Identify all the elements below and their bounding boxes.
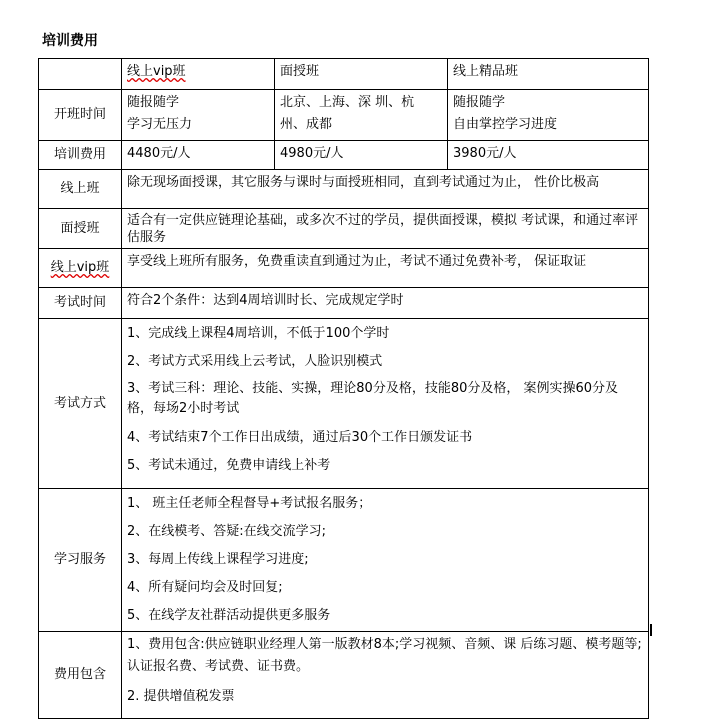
header-empty-cell — [39, 59, 122, 90]
cell-open-premium — [448, 90, 649, 141]
list-item: 5、在线学友社群活动提供更多服务 — [127, 608, 331, 623]
list-item: 4、考试结束7个工作日出成绩，通过后30个工作日颁发证书 — [127, 430, 473, 445]
cell-exam-time-text: 符合2个条件：达到4周培训时长、完成规定学时 — [122, 288, 649, 319]
table-row — [39, 209, 649, 249]
cell-fee-face: 4980元/人 — [275, 141, 448, 170]
list-item: 5、考试未通过，免费申请线上补考 — [127, 458, 331, 473]
cell-vip-text: 享受线上班所有服务，免费重读直到通过为止，考试不通过免费补考， 保证取证 — [122, 249, 649, 288]
text-cursor-mark — [650, 624, 652, 636]
table-row — [39, 288, 649, 319]
cell-open-face — [275, 90, 448, 141]
cell-include — [122, 632, 649, 719]
table-row — [39, 489, 649, 632]
list-item: 3、考试三科：理论、技能、实操，理论80分及格，技能80分及格， 案例实操60分及格，每场2小时考试 — [127, 381, 619, 416]
fee-table — [38, 58, 649, 719]
cell-open-vip — [122, 90, 275, 141]
table-row — [39, 170, 649, 209]
table-row — [39, 632, 649, 719]
cell-exam-method — [122, 319, 649, 489]
cell-fee-premium: 3980元/人 — [448, 141, 649, 170]
cell-line: 学习无压力 — [127, 117, 193, 132]
list-item: 1、费用包含:供应链职业经理人第一版教材8本;学习视频、音频、课 后练习题、模考题等;认证报名费、考试费、证书费。 — [127, 637, 642, 674]
table-row — [39, 319, 649, 489]
row-label-exam-method: 考试方式 — [39, 319, 122, 489]
list-item: 4、所有疑问均会及时回复; — [127, 580, 283, 595]
row-label-open-time: 开班时间 — [39, 90, 122, 141]
header-online-vip — [122, 59, 275, 90]
row-label-service: 学习服务 — [39, 489, 122, 632]
row-label-face: 面授班 — [39, 209, 122, 249]
table-header-row — [39, 59, 649, 90]
table-row — [39, 141, 649, 170]
cell-line: 随报随学 — [453, 95, 506, 110]
list-item: 2、在线模考、答疑:在线交流学习; — [127, 524, 327, 539]
cell-line: 北京、上海、深 圳、杭 — [280, 95, 415, 110]
header-online-premium: 线上精品班 — [448, 59, 649, 90]
table-row — [39, 249, 649, 288]
list-item: 1、 班主任老师全程督导+考试报名服务； — [127, 496, 372, 511]
cell-line: 随报随学 — [127, 95, 180, 110]
row-label-include: 费用包含 — [39, 632, 122, 719]
list-item: 3、每周上传线上课程学习进度; — [127, 552, 309, 567]
row-label-vip — [39, 249, 122, 288]
cell-line: 自由掌控学习进度 — [453, 117, 558, 132]
header-face-to-face: 面授班 — [275, 59, 448, 90]
cell-online-text: 除无现场面授课，其它服务与课时与面授班相同，直到考试通过为止， 性价比极高 — [122, 170, 649, 209]
list-item: 2. 提供增值税发票 — [127, 689, 235, 704]
table-row — [39, 90, 649, 141]
cell-fee-vip: 4480元/人 — [122, 141, 275, 170]
cell-service — [122, 489, 649, 632]
row-label-vip-text: 线上vip班 — [50, 260, 110, 275]
cell-line: 州、成都 — [280, 117, 333, 132]
list-item: 1、完成线上课程4周培训，不低于100个学时 — [127, 326, 390, 341]
page-title: 培训费用 — [42, 33, 98, 49]
cell-face-text: 适合有一定供应链理论基础，或多次不过的学员，提供面授课，模拟 考试课，和通过率评估服务 — [122, 209, 649, 249]
row-label-exam-time: 考试时间 — [39, 288, 122, 319]
row-label-fee: 培训费用 — [39, 141, 122, 170]
list-item: 2、考试方式采用线上云考试，人脸识别模式 — [127, 354, 383, 369]
row-label-online: 线上班 — [39, 170, 122, 209]
header-online-vip-label: 线上vip班 — [127, 64, 186, 79]
